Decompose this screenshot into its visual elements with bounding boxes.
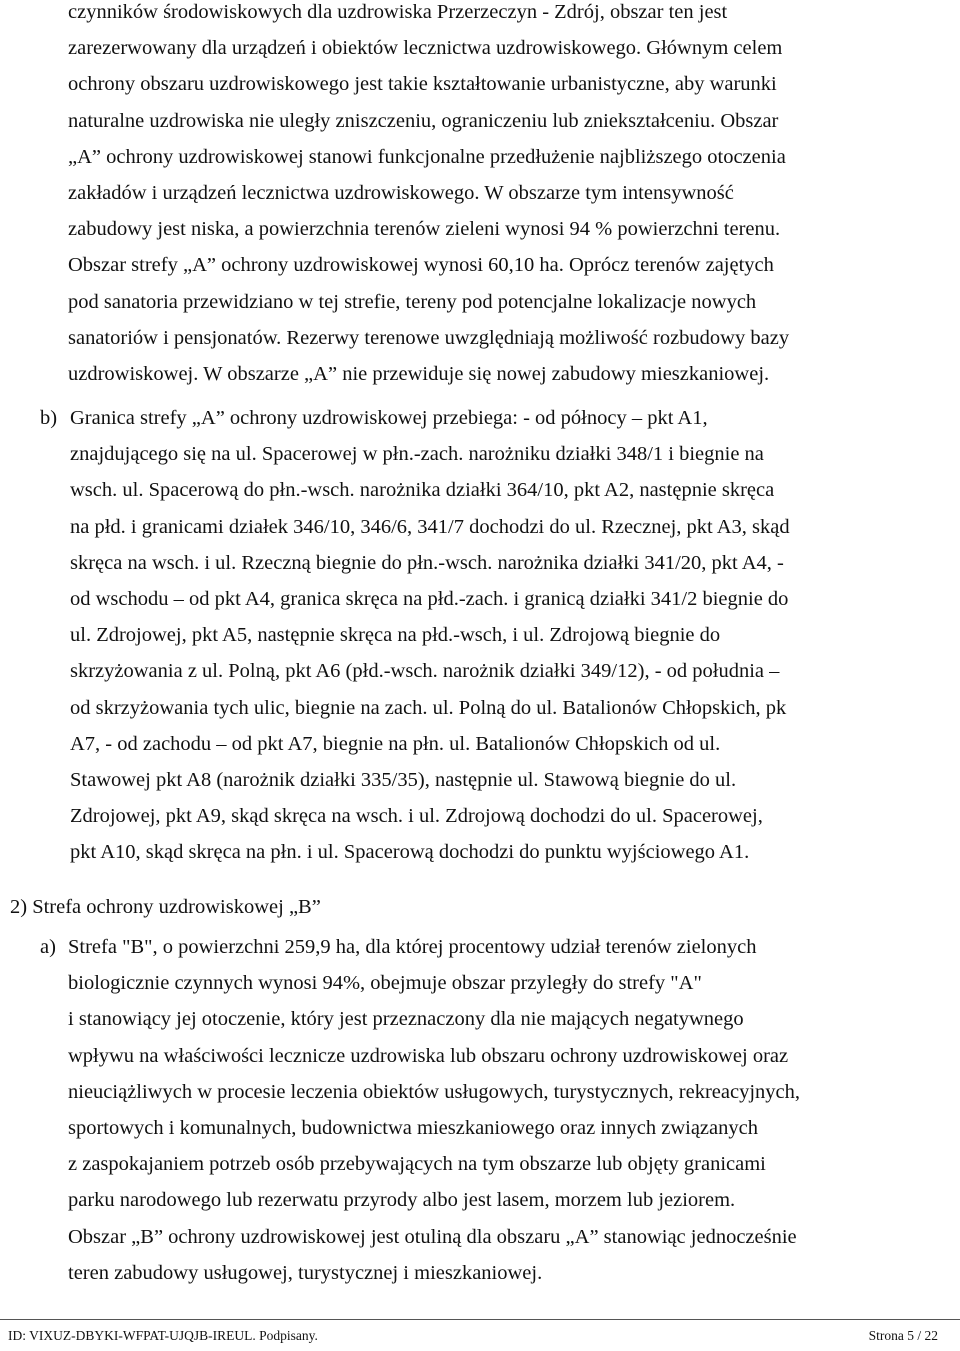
footer-divider xyxy=(0,1319,960,1320)
text-line: Obszar strefy „A” ochrony uzdrowiskowej wynosi 60,10 ha. Oprócz terenów zajętych xyxy=(68,254,774,277)
text-line: Stawowej pkt A8 (narożnik działki 335/35), następnie ul. Stawową biegnie do ul. xyxy=(70,769,737,792)
text-line: A7, - od zachodu – od pkt A7, biegnie na płn. ul. Batalionów Chłopskich od ul. xyxy=(70,732,721,755)
text-line: Granica strefy „A” ochrony uzdrowiskowej przebiega: - od północy – pkt A1, xyxy=(70,407,708,429)
text-line: Strefa "B", o powierzchni 259,9 ha, dla której procentowy udział terenów zielonych xyxy=(68,936,757,958)
text-line: skręca na wsch. i ul. Rzeczną biegnie do płn.-wsch. narożnika działki 341/20, pkt A4, - xyxy=(70,551,784,574)
text-line: ochrony obszaru uzdrowiskowego jest takie kształtowanie urbanistyczne, aby warunki xyxy=(68,73,777,96)
text-line: parku narodowego lub rezerwatu przyrody albo jest lasem, morzem lub jeziorem. xyxy=(68,1189,736,1212)
text-line: od wschodu – od pkt A4, granica skręca na płd.-zach. i granicą działki 341/2 biegnie do xyxy=(70,588,789,611)
text-line: biologicznie czynnych wynosi 94%, obejmuje obszar przyległy do strefy "A" xyxy=(68,972,702,995)
text-line: uzdrowiskowej. W obszarze „A” nie przewiduje się nowej zabudowy mieszkaniowej. xyxy=(68,363,770,386)
text-line: nieuciążliwych w procesie leczenia obiektów usługowych, turystycznych, rekreacyjnych, xyxy=(68,1080,801,1103)
text-line: wsch. ul. Spacerową do płn.-wsch. narożnika działki 364/10, pkt A2, następnie skręca xyxy=(70,479,775,502)
text-line: na płd. i granicami działek 346/10, 346/6, 341/7 dochodzi do ul. Rzecznej, pkt A3, skąd xyxy=(70,515,790,538)
item-a-paragraph xyxy=(68,929,800,1291)
text-line: czynników środowiskowych dla uzdrowiska Przerzeczyn - Zdrój, obszar ten jest xyxy=(68,1,728,23)
text-line: i stanowiący jej otoczenie, który jest przeznaczony dla nie mających negatywnego xyxy=(68,1008,744,1031)
text-line: zabudowy jest niska, a powierzchnia terenów zieleni wynosi 94 % powierzchni terenu. xyxy=(68,218,781,241)
text-line: znajdującego się na ul. Spacerowej w płn.-zach. narożniku działki 348/1 i biegnie na xyxy=(70,443,764,466)
item-b-paragraph xyxy=(70,400,790,871)
text-line: teren zabudowy usługowej, turystycznej i mieszkaniowej. xyxy=(68,1261,543,1284)
text-line: Obszar „B” ochrony uzdrowiskowej jest otuliną dla obszaru „A” stanowiąc jednocześnie xyxy=(68,1225,797,1248)
footer-document-id: ID: VIXUZ-DBYKI-WFPAT-UJQJB-IREUL. Podpisany. xyxy=(8,1328,318,1343)
text-line: „A” ochrony uzdrowiskowej stanowi funkcjonalne przedłużenie najbliższego otoczenia xyxy=(68,145,786,168)
text-line: sportowych i komunalnych, budownictwa mieszkaniowego oraz innych związanych xyxy=(68,1117,758,1140)
text-line: skrzyżowania z ul. Polną, pkt A6 (płd.-wsch. narożnik działki 349/12), - od południa – xyxy=(70,660,780,683)
intro-paragraph xyxy=(68,0,789,392)
item-b-marker: b) xyxy=(40,407,58,429)
text-line: naturalne uzdrowiska nie uległy zniszczeniu, ograniczeniu lub zniekształceniu. Obszar xyxy=(68,109,779,132)
text-line: wpływu na właściwości lecznicze uzdrowiska lub obszaru ochrony uzdrowiskowej oraz xyxy=(68,1044,789,1067)
footer-page-number: Strona 5 / 22 xyxy=(868,1328,938,1343)
text-line: zakładów i urządzeń lecznictwa uzdrowiskowego. W obszarze tym intensywność xyxy=(68,182,734,205)
text-line: pkt A10, skąd skręca na płn. i ul. Spacerową dochodzi do punktu wyjściowego A1. xyxy=(70,841,750,864)
text-line: z zaspokajaniem potrzeb osób przebywających na tym obszarze lub objęty granicami xyxy=(68,1153,766,1176)
text-line: Zdrojowej, pkt A9, skąd skręca na wsch. i ul. Zdrojową dochodzi do ul. Spacerowej, xyxy=(70,805,763,828)
text-line: pod sanatoria przewidziano w tej strefie, tereny pod potencjalne lokalizacje nowych xyxy=(68,290,757,313)
text-line: sanatoriów i pensjonatów. Rezerwy terenowe uwzględniają możliwość rozbudowy bazy xyxy=(68,326,790,349)
section-2-heading: 2) Strefa ochrony uzdrowiskowej „B” xyxy=(10,896,321,918)
text-line: od skrzyżowania tych ulic, biegnie na zach. ul. Polną do ul. Batalionów Chłopskich, pk xyxy=(70,696,787,719)
item-a-marker: a) xyxy=(40,936,56,958)
text-line: ul. Zdrojowej, pkt A5, następnie skręca na płd.-wsch, i ul. Zdrojową biegnie do xyxy=(70,624,721,647)
text-line: zarezerwowany dla urządzeń i obiektów lecznictwa uzdrowiskowego. Głównym celem xyxy=(68,37,783,60)
